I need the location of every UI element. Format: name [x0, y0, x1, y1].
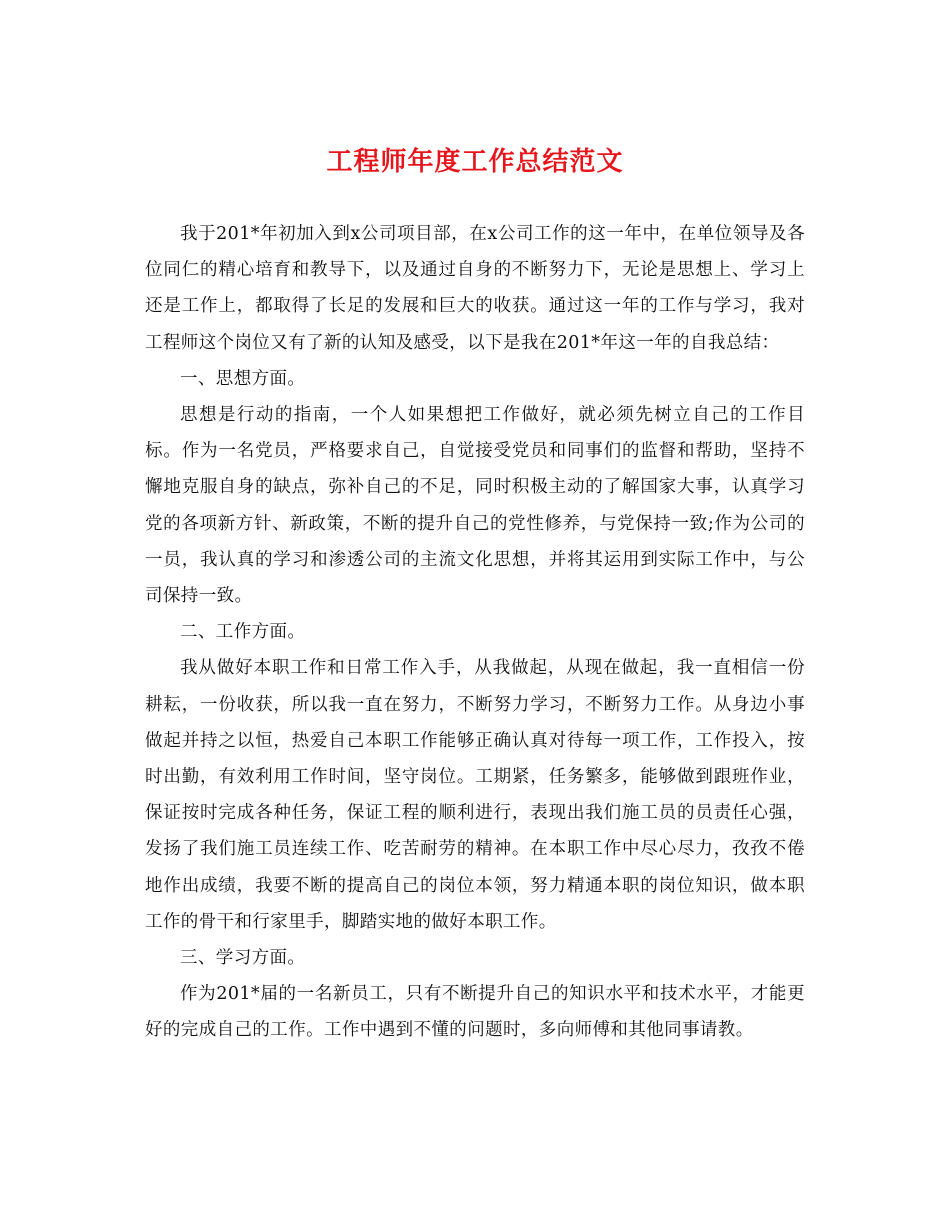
- section-heading-study: 三、学习方面。: [180, 948, 306, 969]
- thought-paragraph: 思想是行动的指南，一个人如果想把工作做好，就必须先树立自己的工作目标。作为一名党员，严格要求自己，自觉接受党员和同事们的监督和帮助，坚持不懈地克服自身的缺点，弥补自己的不足，同时积极主动的了解国家大事，认真学习党的各项新方针、新政策，不断的提升自己的党性修养，与党保持一致;作为公司的一员，我认真的学习和渗透公司的主流文化思想，并将其运用到实际工作中，与公司保持一致。: [145, 405, 805, 607]
- section-heading-thought: 一、思想方面。: [180, 368, 306, 389]
- document-body: [145, 216, 805, 1049]
- work-paragraph: 我从做好本职工作和日常工作入手，从我做起，从现在做起，我一直相信一份耕耘，一份收获，所以我一直在努力，不断努力学习，不断努力工作。从身边小事做起并持之以恒，热爱自己本职工作能够正确认真对待每一项工作，工作投入，按时出勤，有效利用工作时间，坚守岗位。工期紧，任务繁多，能够做到跟班作业，保证按时完成各种任务，保证工程的顺利进行，表现出我们施工员的员责任心强，发扬了我们施工员连续工作、吃苦耐劳的精神。在本职工作中尽心尽力，孜孜不倦地作出成绩，我要不断的提高自己的岗位本领，努力精通本职的岗位知识，做本职工作的骨干和行家里手，脚踏实地的做好本职工作。: [145, 658, 805, 932]
- document-title: 工程师年度工作总结范文: [326, 147, 624, 177]
- section-heading-work: 二、工作方面。: [180, 622, 306, 643]
- study-paragraph: 作为201*届的一名新员工，只有不断提升自己的知识水平和技术水平，才能更好的完成自己的工作。工作中遇到不懂的问题时，多向师傅和其他同事请教。: [145, 984, 805, 1041]
- intro-paragraph: 我于201*年初加入到x公司项目部，在x公司工作的这一年中，在单位领导及各位同仁的精心培育和教导下，以及通过自身的不断努力下，无论是思想上、学习上还是工作上，都取得了长足的发展和巨大的收获。通过这一年的工作与学习，我对工程师这个岗位又有了新的认知及感受，以下是我在201*年这一年的自我总结：: [145, 224, 805, 353]
